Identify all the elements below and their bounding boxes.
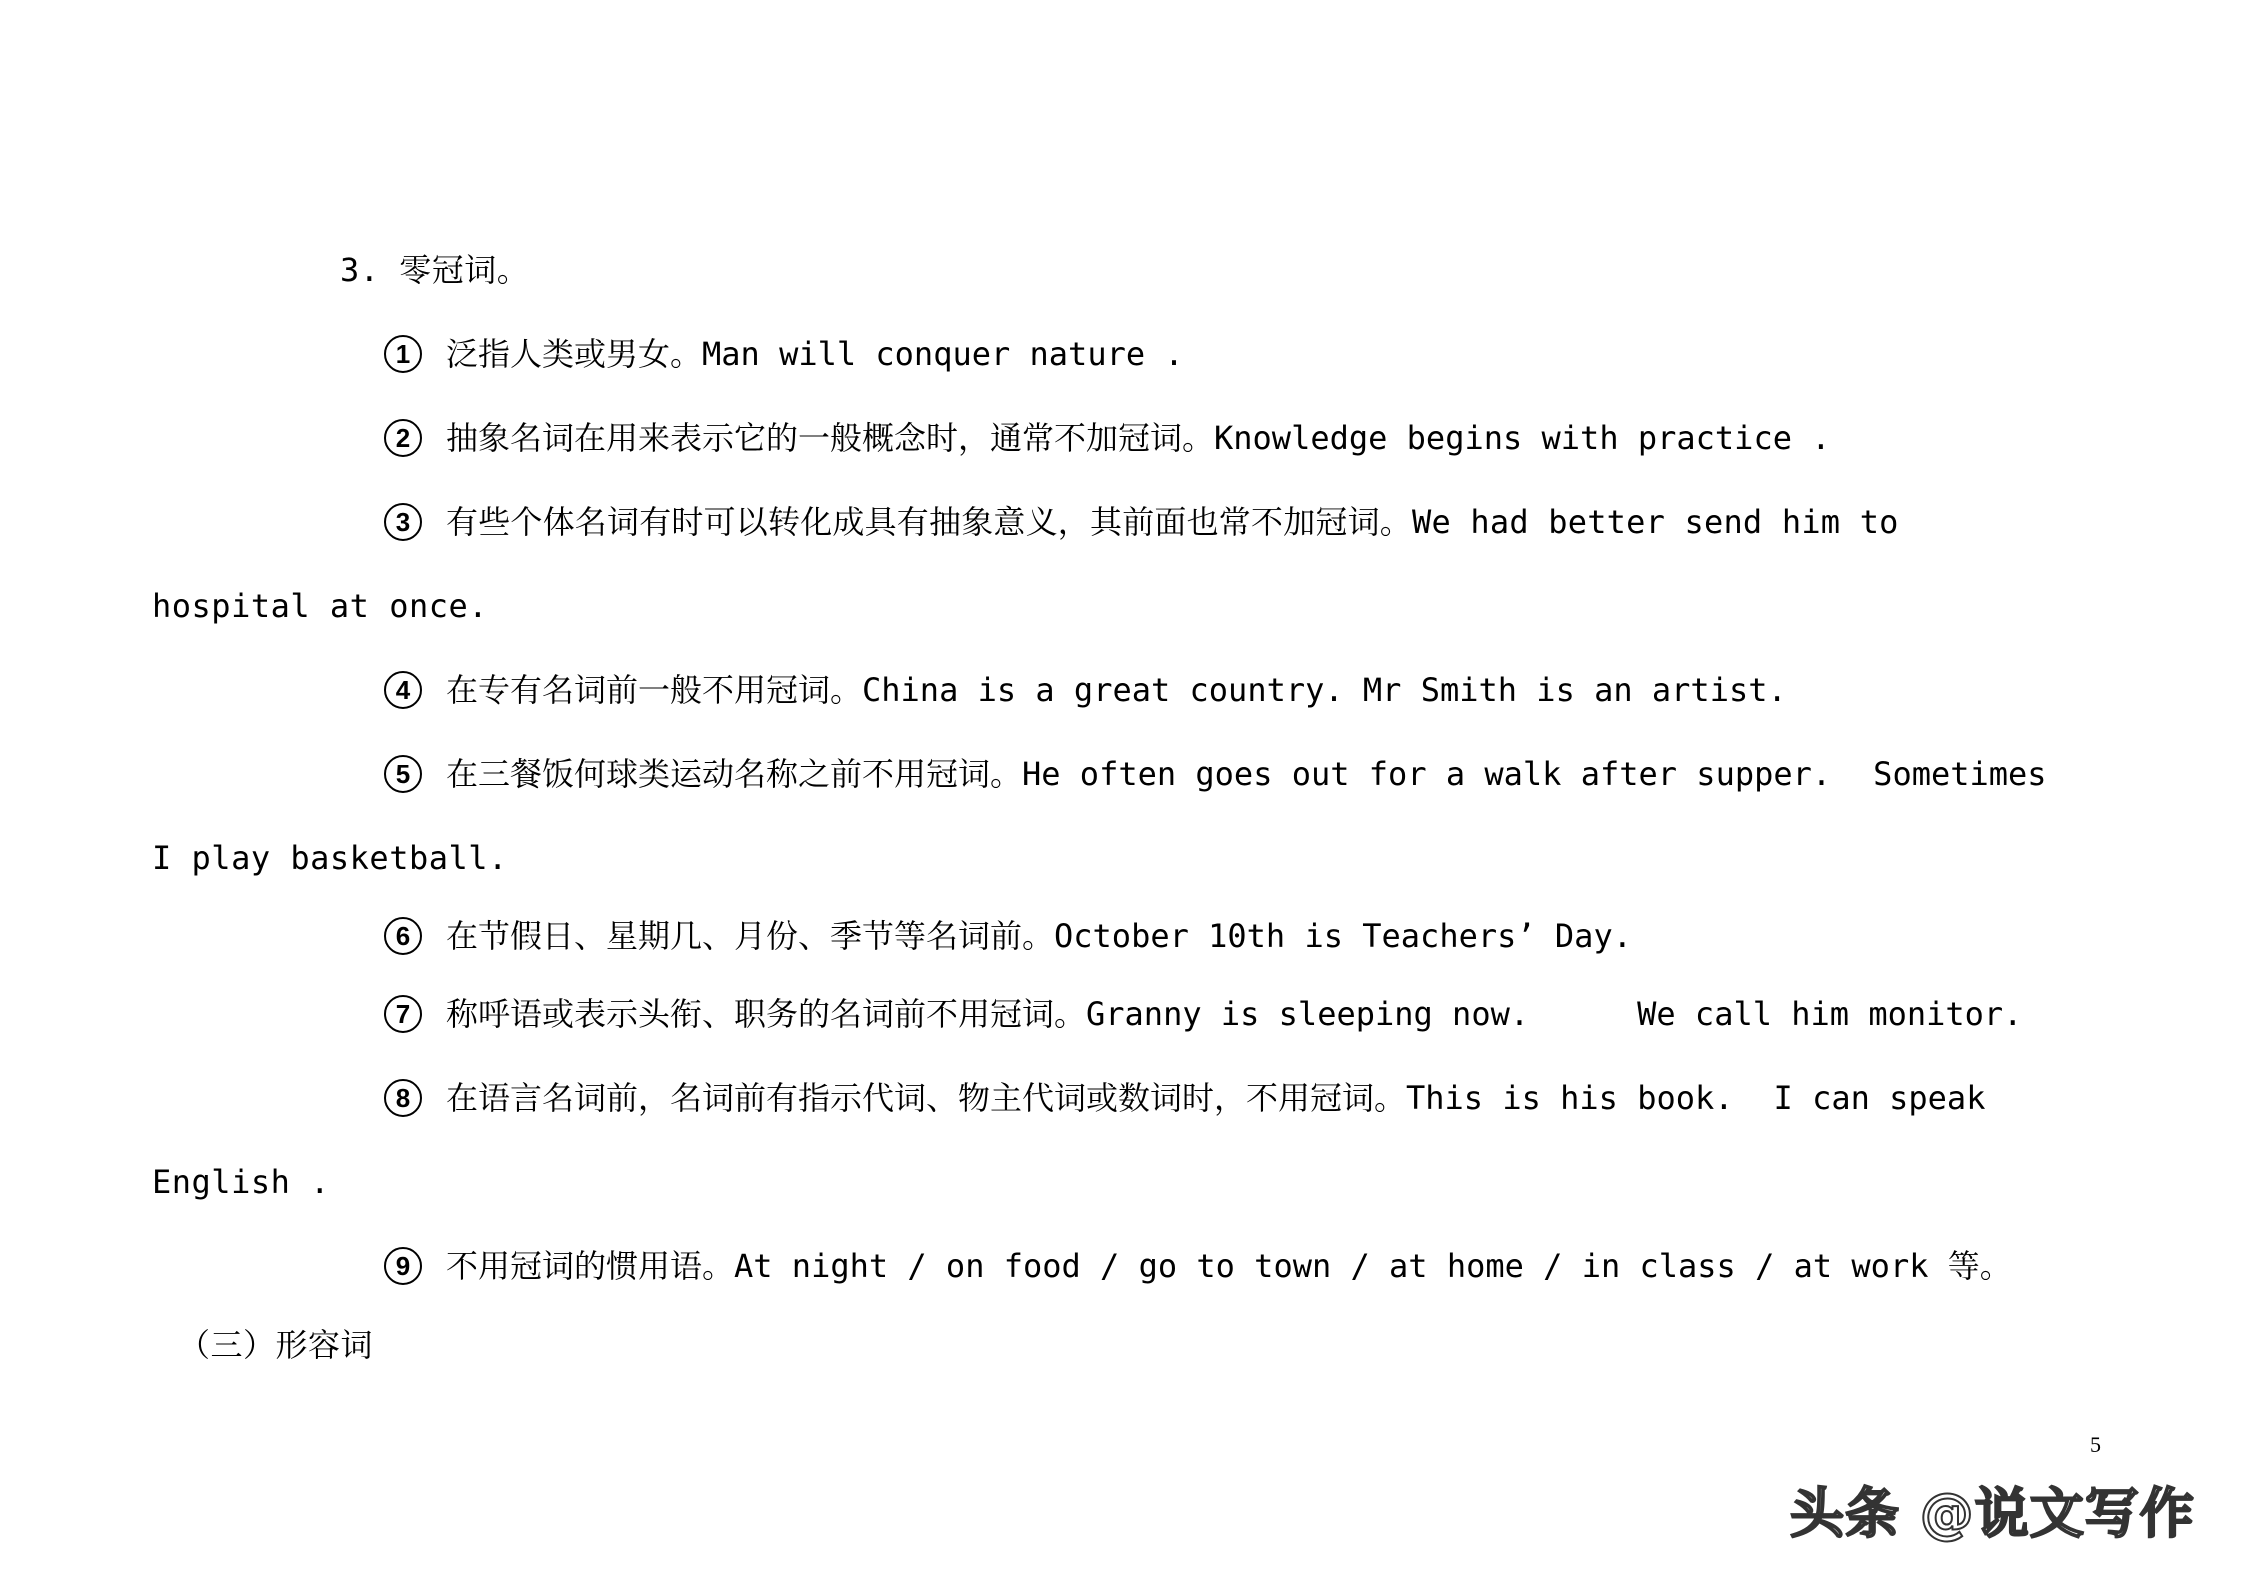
item-text: 在节假日、星期几、月份、季节等名词前。October 10th is Teachers’ Day.: [446, 917, 1632, 955]
list-item: [384, 500, 1899, 544]
list-item: [384, 332, 1184, 376]
item-text: 在专有名词前一般不用冠词。China is a great country. Mr Smith is an artist.: [446, 671, 1787, 709]
item-continuation: I play basketball.: [152, 839, 508, 877]
item-text-tail: We call him monitor.: [1637, 995, 2023, 1033]
list-item: [384, 1076, 1985, 1120]
watermark: 头条 @说文写作: [1790, 1482, 2195, 1545]
item-text: 抽象名词在用来表示它的一般概念时，通常不加冠词。Knowledge begins with practice .: [446, 419, 1831, 457]
item-text: 称呼语或表示头衔、职务的名词前不用冠词。Granny is sleeping now.: [446, 995, 1530, 1033]
list-item: [384, 668, 1787, 712]
item-text: 有些个体名词有时可以转化成具有抽象意义，其前面也常不加冠词。We had better send him to: [446, 503, 1899, 541]
item-text: 在三餐饭何球类运动名称之前不用冠词。He often goes out for a walk after supper.: [446, 755, 1832, 793]
item-number: 4: [384, 671, 422, 709]
list-item: [384, 914, 1632, 958]
section-heading: 3. 零冠词。: [340, 251, 530, 289]
list-item: [384, 992, 2022, 1036]
item-number: 2: [384, 419, 422, 457]
list-item: [384, 416, 1831, 460]
item-text-tail: I can speak: [1773, 1079, 1986, 1117]
item-number: 5: [384, 755, 422, 793]
item-number: 7: [384, 995, 422, 1033]
item-continuation: English .: [152, 1163, 330, 1201]
page-number: 5: [2090, 1432, 2101, 1457]
item-number: 1: [384, 335, 422, 373]
item-number: 3: [384, 503, 422, 541]
item-text: 不用冠词的惯用语。At night / on food / go to town / at home / in class / at work 等。: [446, 1247, 2012, 1285]
item-number: 9: [384, 1247, 422, 1285]
subsection-title: （三）形容词: [178, 1326, 374, 1364]
item-text-tail: Sometimes: [1873, 755, 2047, 793]
item-text: 在语言名词前，名词前有指示代词、物主代词或数词时，不用冠词。This is his book.: [446, 1079, 1734, 1117]
item-number: 8: [384, 1079, 422, 1117]
list-item: [384, 1244, 2012, 1288]
list-item: [384, 752, 2047, 796]
item-text: 泛指人类或男女。Man will conquer nature .: [446, 335, 1184, 373]
item-continuation: hospital at once.: [152, 587, 489, 625]
item-number: 6: [384, 917, 422, 955]
